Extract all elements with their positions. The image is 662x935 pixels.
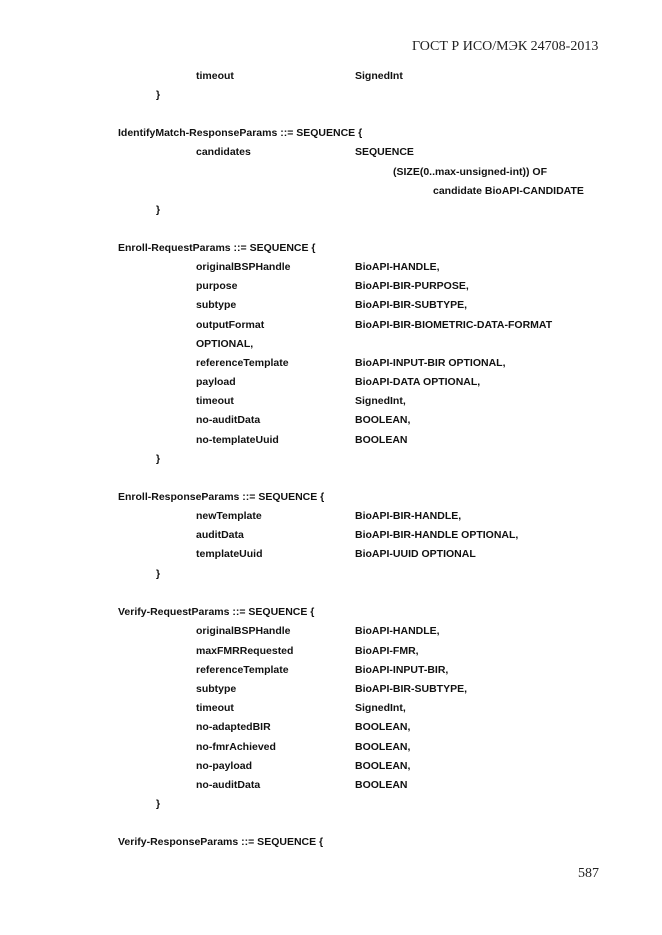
field-type-continuation: candidate BioAPI-CANDIDATE — [433, 185, 584, 197]
field-name: newTemplate — [196, 510, 262, 522]
field-name: timeout — [196, 702, 234, 714]
field-type: BOOLEAN, — [355, 760, 411, 772]
field-type: BioAPI-FMR, — [355, 645, 419, 657]
sequence-title: Verify-RequestParams ::= SEQUENCE { — [118, 606, 315, 618]
field-name: originalBSPHandle — [196, 625, 291, 637]
field-name: no-templateUuid — [196, 434, 279, 446]
field-name: timeout — [196, 395, 234, 407]
field-name: maxFMRRequested — [196, 645, 294, 657]
closing-brace: } — [156, 204, 161, 216]
field-name: no-payload — [196, 760, 253, 772]
field-type: BioAPI-BIR-HANDLE, — [355, 510, 462, 522]
field-name: auditData — [196, 529, 244, 541]
field-name: candidates — [196, 146, 251, 158]
field-name: referenceTemplate — [196, 664, 289, 676]
field-type: SEQUENCE — [355, 146, 414, 158]
field-type: BioAPI-INPUT-BIR, — [355, 664, 449, 676]
field-type: BioAPI-HANDLE, — [355, 261, 440, 273]
field-type: SignedInt — [355, 70, 403, 82]
field-name: templateUuid — [196, 548, 263, 560]
field-type: BioAPI-BIR-PURPOSE, — [355, 280, 469, 292]
field-type: BOOLEAN, — [355, 741, 411, 753]
field-name: originalBSPHandle — [196, 261, 291, 273]
field-type: BioAPI-BIR-SUBTYPE, — [355, 299, 468, 311]
field-name: no-auditData — [196, 414, 261, 426]
field-type: BioAPI-DATA OPTIONAL, — [355, 376, 481, 388]
field-name: no-auditData — [196, 779, 261, 791]
field-name: no-fmrAchieved — [196, 741, 276, 753]
field-name: payload — [196, 376, 236, 388]
field-name: subtype — [196, 683, 237, 695]
sequence-title: IdentifyMatch-ResponseParams ::= SEQUENCE { — [118, 127, 363, 139]
field-type-continuation: (SIZE(0..max-unsigned-int)) OF — [393, 166, 547, 178]
field-type: BOOLEAN — [355, 779, 408, 791]
field-type: BioAPI-BIR-SUBTYPE, — [355, 683, 468, 695]
field-type: BioAPI-INPUT-BIR OPTIONAL, — [355, 357, 506, 369]
field-name: purpose — [196, 280, 238, 292]
closing-brace: } — [156, 798, 161, 810]
field-type: BOOLEAN, — [355, 721, 411, 733]
field-type: BioAPI-BIR-HANDLE OPTIONAL, — [355, 529, 519, 541]
closing-brace: } — [156, 453, 161, 465]
closing-brace: } — [156, 568, 161, 580]
sequence-title: Enroll-RequestParams ::= SEQUENCE { — [118, 242, 316, 254]
page-header: ГОСТ Р ИСО/МЭК 24708-2013 — [412, 39, 599, 54]
field-name: referenceTemplate — [196, 357, 289, 369]
field-name: outputFormat — [196, 319, 265, 331]
sequence-title: Verify-ResponseParams ::= SEQUENCE { — [118, 836, 324, 848]
closing-brace: } — [156, 89, 161, 101]
field-type: SignedInt, — [355, 702, 406, 714]
field-type: BOOLEAN, — [355, 414, 411, 426]
field-type: BioAPI-UUID OPTIONAL — [355, 548, 476, 560]
field-name: OPTIONAL, — [196, 338, 254, 350]
field-name: subtype — [196, 299, 237, 311]
field-type: BOOLEAN — [355, 434, 408, 446]
page-number: 587 — [578, 866, 599, 881]
field-type: BioAPI-BIR-BIOMETRIC-DATA-FORMAT — [355, 319, 553, 331]
sequence-title: Enroll-ResponseParams ::= SEQUENCE { — [118, 491, 325, 503]
field-name: timeout — [196, 70, 234, 82]
field-name: no-adaptedBIR — [196, 721, 271, 733]
field-type: BioAPI-HANDLE, — [355, 625, 440, 637]
field-type: SignedInt, — [355, 395, 406, 407]
